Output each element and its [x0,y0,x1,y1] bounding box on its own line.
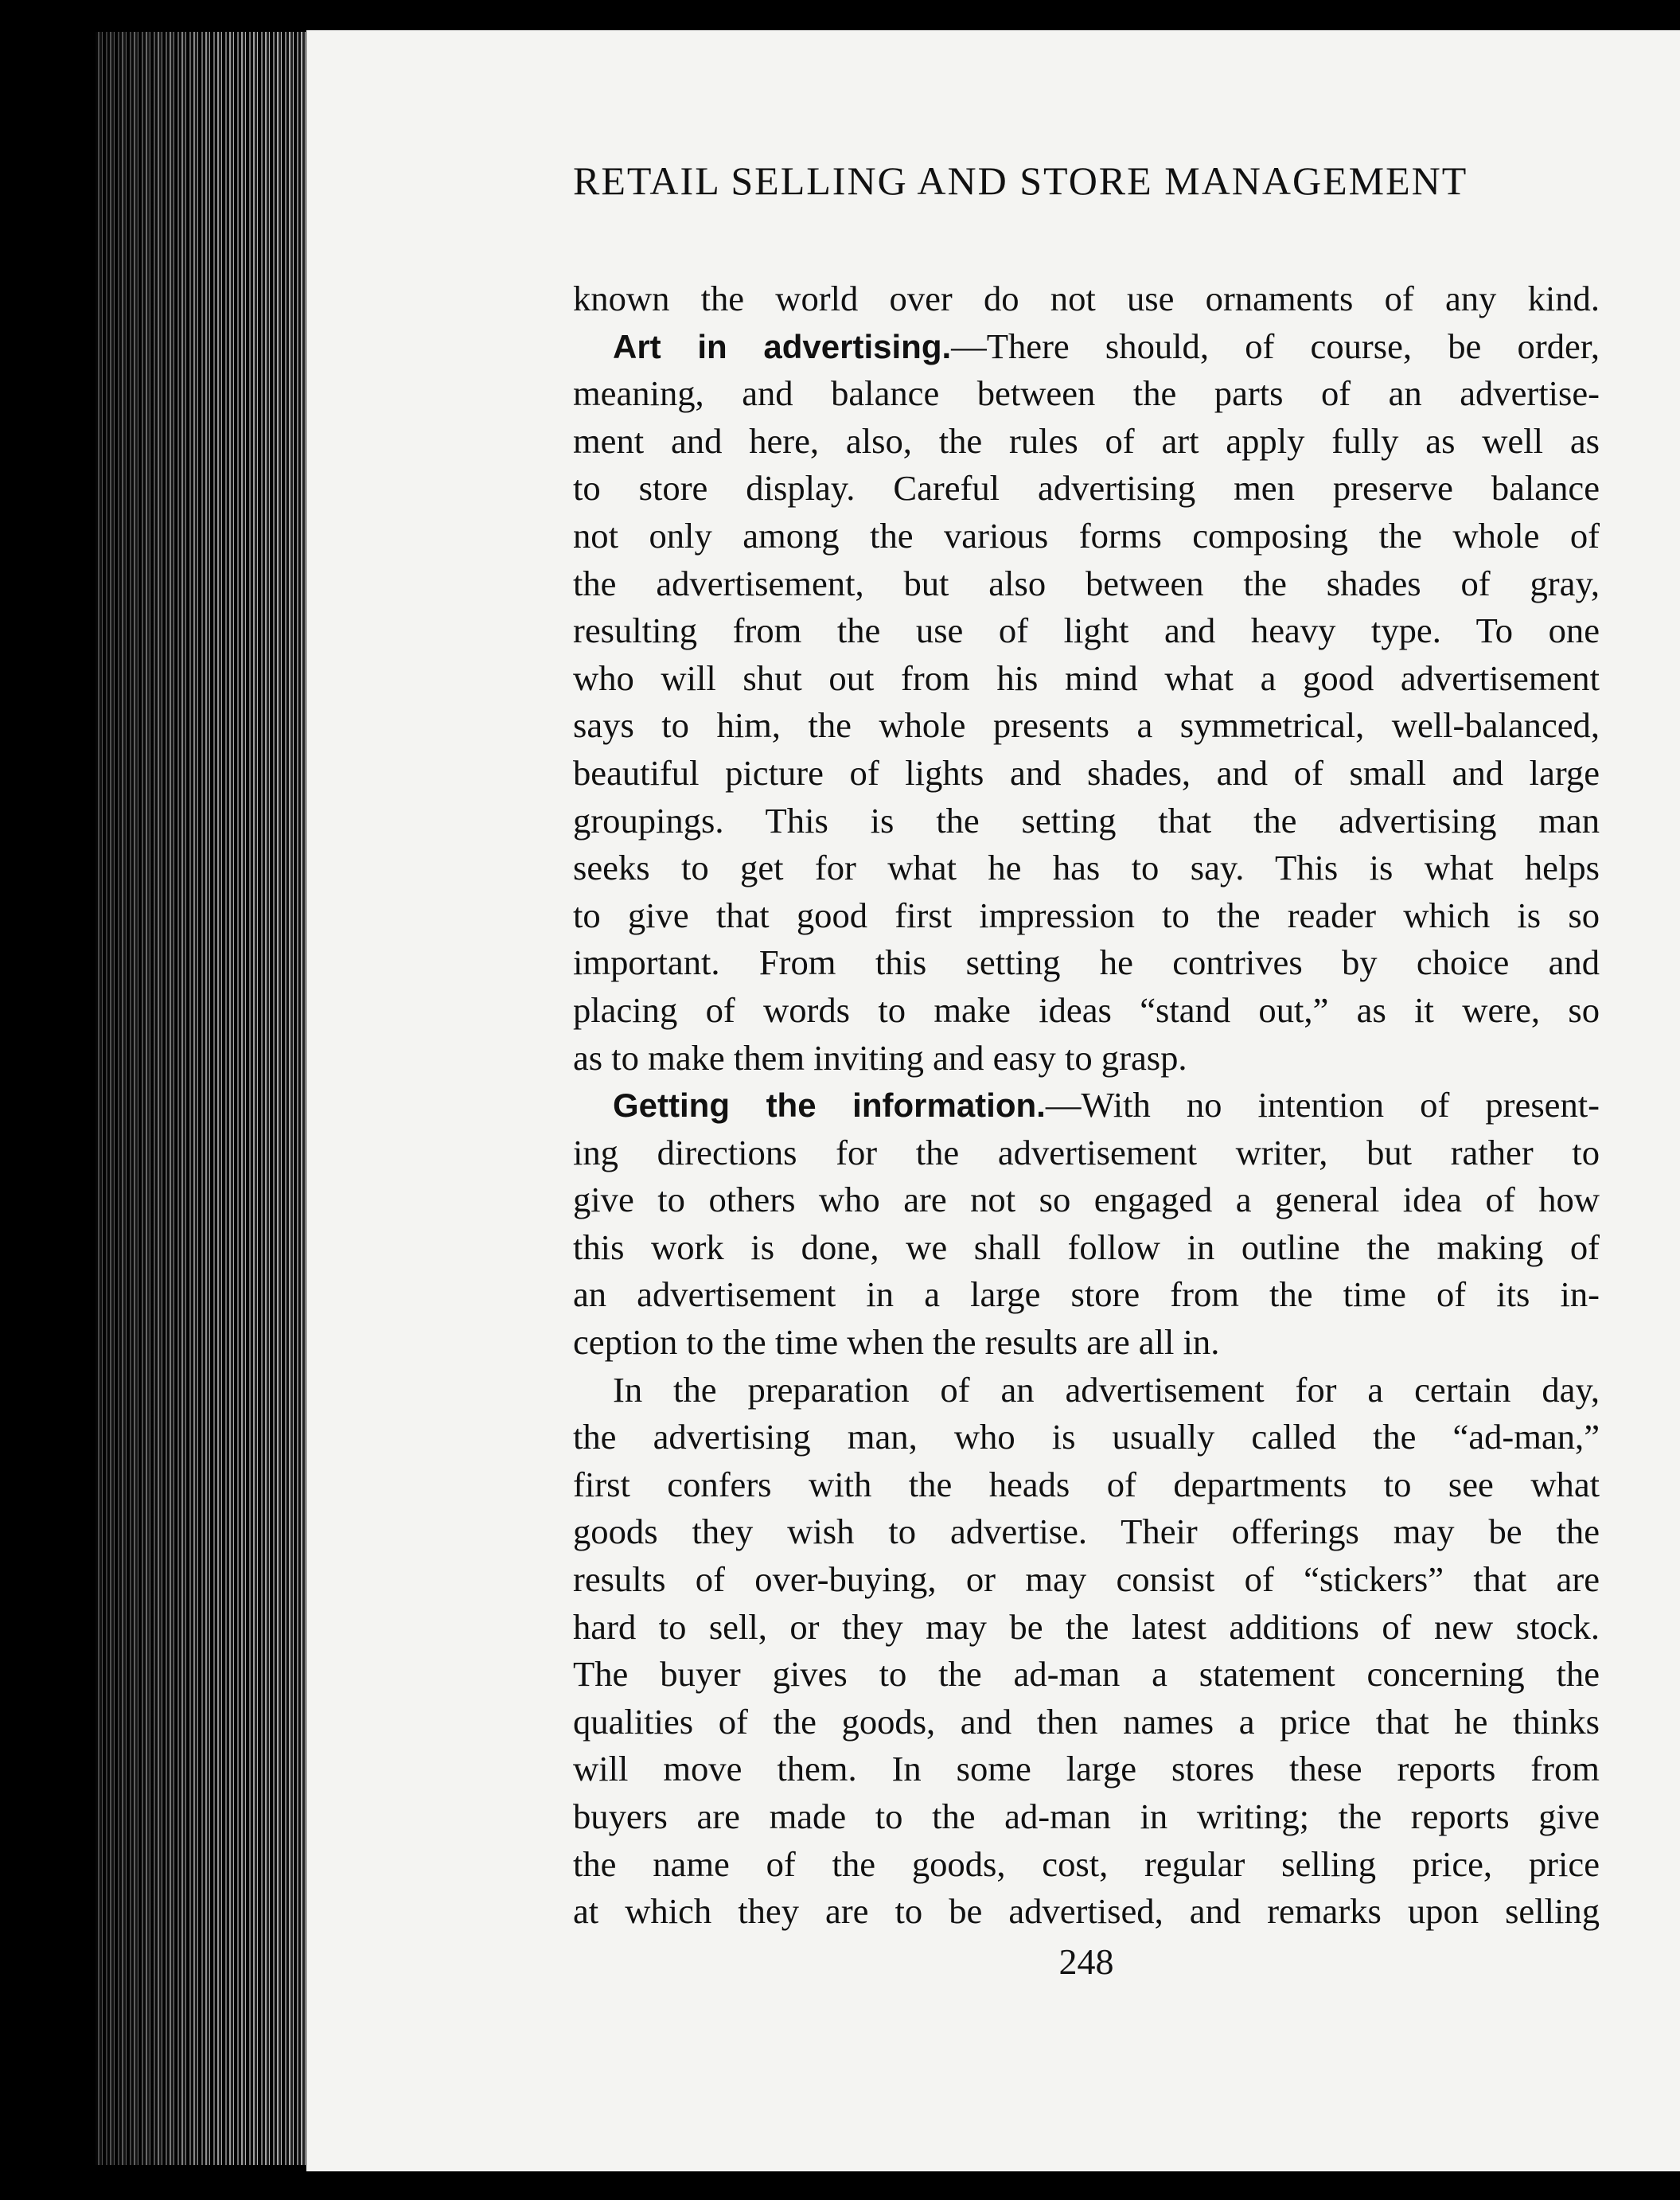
text-line [573,1651,1600,1699]
text-line [573,750,1600,798]
line-text: ing directions for the advertisement writer, but rather to [573,1132,1600,1172]
text-line [573,275,1600,323]
line-text: —There should, of course, be order, [951,326,1600,366]
text-line [573,1414,1600,1461]
text-line [573,560,1600,608]
line-text: goods they wish to advertise. Their offerings may be the [573,1512,1600,1552]
text-line [573,939,1600,987]
line-text: groupings. This is the setting that the advertising man [573,800,1600,841]
text-line [573,1841,1600,1889]
line-text: buyers are made to the ad-man in writing; the reports give [573,1796,1600,1836]
text-line [573,465,1600,513]
line-text: hard to sell, or they may be the latest additions of new stock. [573,1606,1600,1647]
line-text: known the world over do not use ornaments of any kind. [573,279,1600,318]
line-text: The buyer gives to the ad-man a statement concerning the [573,1654,1600,1695]
text-line [573,1176,1600,1224]
line-text: results of over-buying, or may consist of “stickers” that are [573,1559,1600,1600]
line-text: meaning, and balance between the parts of an advertise- [573,373,1600,414]
line-text: an advertisement in a large store from the time of its in- [573,1274,1600,1315]
line-text: this work is done, we shall follow in outline the making of [573,1227,1600,1267]
text-line [573,702,1600,750]
line-text: not only among the various forms composing the whole of [573,515,1600,556]
text-line [573,370,1600,418]
line-text: —With no intention of present- [1045,1085,1600,1125]
text-line [573,655,1600,703]
line-text: to store display. Careful advertising men preserve balance [573,468,1600,509]
line-text: beautiful picture of lights and shades, and of small and large [573,752,1600,793]
text-line [573,1224,1600,1272]
running-head: RETAIL SELLING AND STORE MANAGEMENT [573,158,1468,203]
line-text: ception to the time when the results are all in. [573,1322,1220,1363]
section-heading-art-in-advertising: Art in advertising. [613,327,952,365]
text-line [573,892,1600,940]
section-heading-getting-the-information: Getting the information. [613,1086,1046,1125]
line-text: at which they are to be advertised, and remarks upon selling [573,1891,1600,1932]
text-line [573,1604,1600,1652]
line-text: will move them. In some large stores these reports from [573,1749,1600,1789]
text-line [573,1367,1600,1414]
text-line [573,845,1600,892]
line-text: resulting from the use of light and heavy type. To one [573,610,1600,651]
line-text: ment and here, also, the rules of art apply fully as well as [573,420,1600,461]
line-text: qualities of the goods, and then names a price that he thinks [573,1701,1600,1742]
text-line [573,1035,1600,1082]
text-line [573,1556,1600,1604]
line-text: In the preparation of an advertisement for a certain day, [613,1369,1600,1410]
book-page [306,30,1680,2171]
line-text: important. From this setting he contrives by choice and [573,942,1600,983]
text-line [573,1271,1600,1319]
line-text: to give that good first impression to the reader which is so [573,895,1600,935]
line-text: give to others who are not so engaged a general idea of how [573,1180,1600,1220]
text-line [573,513,1600,560]
line-text: says to him, the whole presents a symmetrical, well-balanced, [573,705,1600,746]
line-text: seeks to get for what he has to say. This is what helps [573,848,1600,888]
text-line [573,1699,1600,1746]
text-line [573,1461,1600,1509]
line-text: who will shut out from his mind what a good advertisement [573,657,1600,698]
text-line [573,1319,1600,1367]
text-line [573,1793,1600,1841]
text-line [573,798,1600,845]
section-line [573,1082,1600,1129]
book-page-edges-shadow [95,32,310,2165]
line-text: as to make them inviting and easy to grasp. [573,1037,1187,1078]
page-number: 248 [1058,1941,1114,1982]
line-text: the name of the goods, cost, regular selling price, price [573,1843,1600,1884]
section-line [573,323,1600,371]
text-line [573,1746,1600,1793]
text-line [573,1129,1600,1177]
text-line [573,1508,1600,1556]
body-text [573,275,1600,1936]
text-line [573,987,1600,1035]
line-text: placing of words to make ideas “stand out,” as it were, so [573,989,1600,1030]
text-line [573,418,1600,466]
text-line [573,607,1600,655]
line-text: first confers with the heads of departments to see what [573,1464,1600,1504]
line-text: the advertisement, but also between the shades of gray, [573,563,1600,603]
text-line [573,1888,1600,1936]
line-text: the advertising man, who is usually called the “ad-man,” [573,1417,1600,1457]
